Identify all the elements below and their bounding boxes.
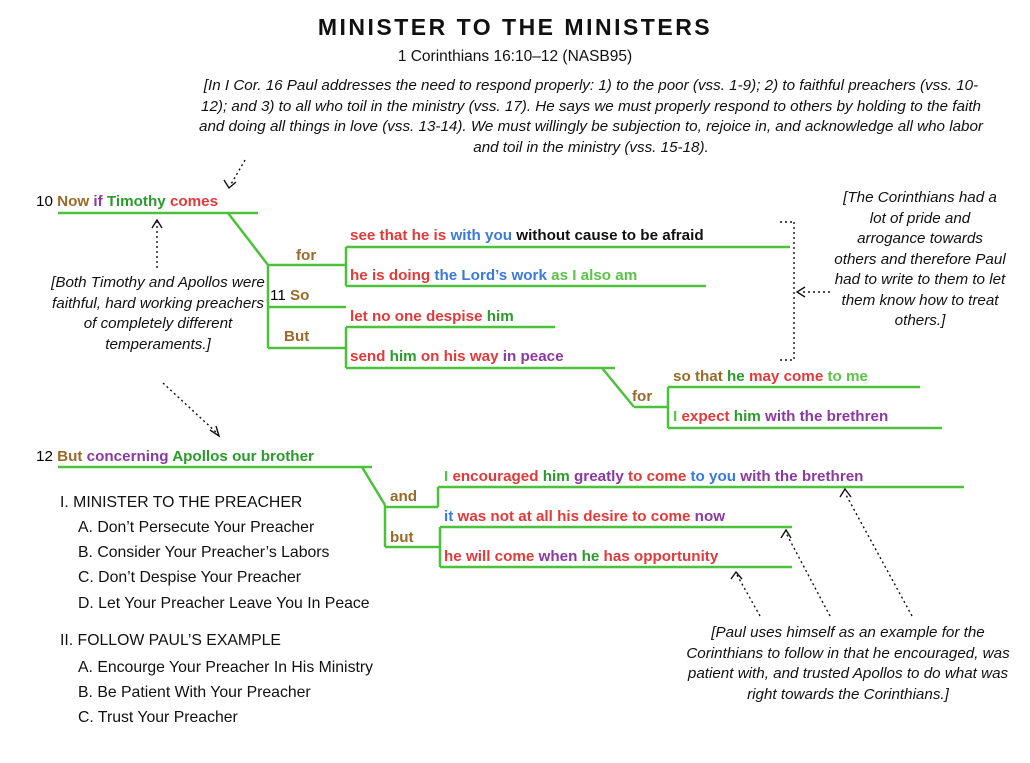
word-run: him [733,408,766,425]
word-run: as I also am [551,267,638,284]
outline-item: C. Trust Your Preacher [78,709,238,726]
word-run: let no one despise [350,308,487,325]
word-run: with the brethren [740,468,864,485]
verse-12-line [36,448,314,465]
verse-10-line [36,193,218,210]
scripture-reference: 1 Corinthians 16:10–12 (NASB95) [397,48,633,65]
word-run: him [389,348,421,365]
connector-and: and [390,488,418,505]
word-run: Apollos [172,448,233,465]
word-run: if [93,193,107,210]
word-run: see that he is [350,227,451,244]
arrow-bottom-1 [737,575,760,616]
word-run: send [350,348,390,365]
diagonal-send [602,368,634,407]
clause-desire [444,508,725,525]
page-title: MINISTER TO THE MINISTERS [317,14,713,40]
outline-item: D. Let Your Preacher Leave You In Peace [78,595,370,612]
outline-item: C. Don’t Despise Your Preacher [78,569,302,586]
word-run: now [694,508,726,525]
verse-10-text [57,193,218,210]
word-run: expect [681,408,734,425]
verse-number: 10 [36,193,53,210]
right-note: [The Corinthians had a lot of pride and arrogance towards others and therefore Paul had to write to them to let them know how to treat others.] [834,189,1006,329]
word-run: concerning [86,448,173,465]
word-run: with you [450,227,517,244]
word-run: without cause to be afraid [516,227,704,244]
word-run: with the brethren [765,408,889,425]
arrow-bottom-2 [786,533,830,616]
word-run: he is doing [350,267,435,284]
verse-number: 12 [36,448,53,465]
word-run: him [542,468,574,485]
arrow-bottom-3 [845,493,912,616]
clause-see-that [350,227,704,244]
clause-opportunity [444,548,718,565]
bottom-note: [Paul uses himself as an example for the Corinthians to follow in that he encouraged, was patient with, and trusted Apollos to do what was right towards the Corinthians.] [686,624,1010,703]
verse-12-text [57,448,314,465]
word-run: he [727,368,749,385]
clause-send [350,348,564,365]
word-run: I [444,468,453,485]
word-run: Timothy [106,193,170,210]
word-run: it [444,508,458,525]
word-run: But [57,448,87,465]
word-run: to come [628,468,691,485]
word-run: he [581,548,604,565]
connector-for-2: for [632,388,653,405]
verse-number: 11 [270,287,286,304]
word-run: will come [465,548,539,565]
word-run: comes [169,193,219,210]
word-run: to you [690,468,741,485]
intro-note: [In I Cor. 16 Paul addresses the need to respond properly: 1) to the poor (vss. 1-9); 2) to faithful preachers (vss. 10-12); and 3) to all who toil in the ministry (vss. 17). He says we must properly respond to others by holding to the faith and doing all things in love (vss. 13-14). We must willingly be subjection to, rejoice in, and acknowledge all who labor and toil in the ministry (vss. 15-18). [199,77,983,156]
diagonal-v12 [362,467,385,505]
word-run: him [486,308,514,325]
word-run: encouraged [452,468,543,485]
word-run: has opportunity [603,548,719,565]
clause-despise [350,308,514,325]
word-run: he [444,548,466,565]
word-run: Now [57,193,94,210]
clause-so-that [673,368,868,385]
word-run: to come [632,508,695,525]
word-run: the Lord’s work [434,267,552,284]
connector-for: for [296,247,317,264]
left-note: [Both Timothy and Apollos were faithful, hard working preachers of completely different temperaments.] [51,274,265,353]
arrow-left-note-down [163,383,218,434]
word-run: to me [827,368,868,385]
connector-but-v12: but [390,529,414,546]
clause-expect [673,408,888,425]
outline-heading: I. MINISTER TO THE PREACHER [60,494,303,511]
verse-11-line [270,287,309,304]
word-run: when [538,548,582,565]
outline-item: A. Encourge Your Preacher In His Ministry [78,659,374,676]
arrow-intro-note [230,160,245,186]
diagonal-v10 [228,213,268,265]
connector-so: So [290,287,310,304]
word-run: may come [748,368,828,385]
connector-but: But [284,328,310,345]
word-run: was not at all his desire [457,508,633,525]
outline-item: B. Be Patient With Your Preacher [78,684,311,701]
word-run: our brother [232,448,314,465]
clause-encouraged [444,468,863,485]
clause-lords-work [350,267,637,284]
word-run: so that [673,368,728,385]
outline-item: B. Consider Your Preacher’s Labors [78,544,330,561]
word-run: on his way [420,348,503,365]
word-run: greatly [574,468,629,485]
word-run: I [673,408,682,425]
outline-item: A. Don’t Persecute Your Preacher [78,519,315,536]
word-run: in peace [502,348,564,365]
outline-heading: II. FOLLOW PAUL’S EXAMPLE [60,632,281,649]
